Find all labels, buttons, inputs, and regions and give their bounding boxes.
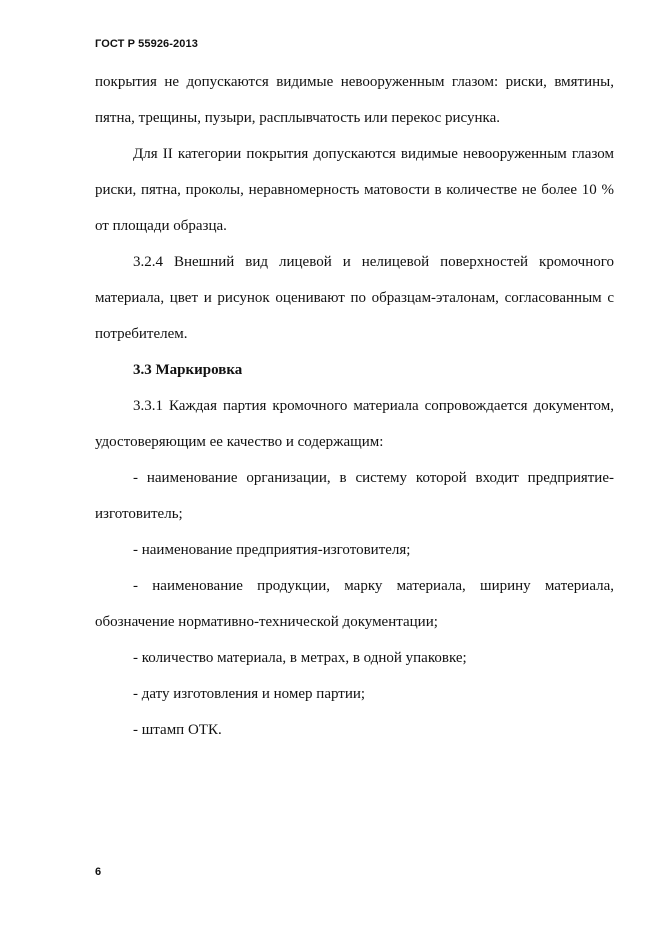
list-item: - количество материала, в метрах, в одной упаковке; — [133, 650, 467, 666]
list-item: - наименование организации, в систему которой входит предприятие-изготовитель; — [95, 470, 614, 522]
document-body — [95, 64, 614, 748]
list-item: - дату изготовления и номер партии; — [133, 686, 366, 702]
paragraph-2: Для II категории покрытия допускаются видимые невооруженным глазом риски, пятна, проколы, неравномерность матовости в количестве не более 10 % от площади образца. — [95, 146, 614, 234]
document-header: ГОСТ Р 55926-2013 — [95, 38, 198, 50]
page-number: 6 — [95, 866, 102, 878]
section-heading-3-3: 3.3 Маркировка — [133, 362, 243, 378]
list-item: - наименование предприятия-изготовителя; — [133, 542, 411, 558]
list-item: - штамп ОТК. — [133, 722, 222, 738]
paragraph-3-3-1: 3.3.1 Каждая партия кромочного материала сопровождается документом, удостоверяющим ее качество и содержащим: — [95, 398, 614, 450]
list-item: - наименование продукции, марку материала, ширину материала, обозначение нормативно-технической документации; — [95, 578, 614, 630]
paragraph-1: покрытия не допускаются видимые невооруженным глазом: риски, вмятины, пятна, трещины, пузыри, расплывчатость или перекос рисунка. — [95, 74, 614, 126]
paragraph-3-2-4: 3.2.4 Внешний вид лицевой и нелицевой поверхностей кромочного материала, цвет и рисунок оценивают по образцам-эталонам, согласованным с потребителем. — [95, 254, 614, 342]
